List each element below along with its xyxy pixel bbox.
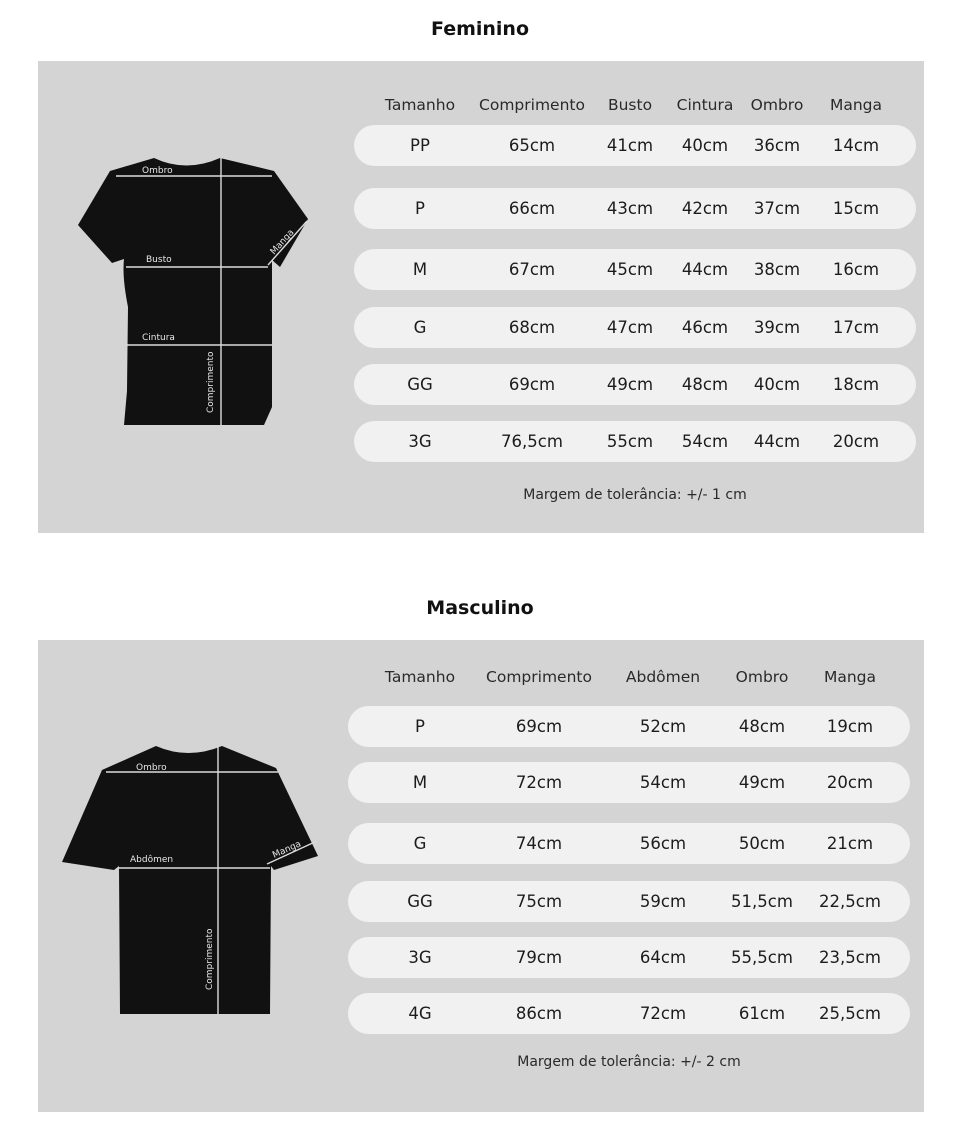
table-row: [348, 937, 910, 978]
cell-busto: 43cm: [606, 199, 654, 218]
masculino-header-abdomen: Abdômen: [625, 668, 701, 686]
cell-ombro: 49cm: [738, 773, 786, 792]
cell-cintura: 42cm: [681, 199, 729, 218]
cell-tamanho: 4G: [408, 1004, 432, 1023]
cell-ombro: 44cm: [753, 432, 801, 451]
cell-manga: 20cm: [832, 432, 880, 451]
masculino-header-tamanho: Tamanho: [384, 668, 456, 686]
masculino-tolerance-note: Margem de tolerância: +/- 2 cm: [517, 1054, 741, 1070]
cell-comprimento: 69cm: [515, 717, 563, 736]
cell-manga: 16cm: [832, 260, 880, 279]
feminino-label-manga: Manga: [268, 227, 297, 258]
cell-abdomen: 56cm: [639, 834, 687, 853]
cell-cintura: 48cm: [681, 375, 729, 394]
masculino-shirt-silhouette: [62, 746, 318, 1014]
table-row: [348, 706, 910, 747]
cell-busto: 49cm: [606, 375, 654, 394]
masculino-panel: [38, 640, 924, 1112]
masculino-shirt-diagram: [62, 744, 322, 1016]
feminino-tolerance-note: Margem de tolerância: +/- 1 cm: [523, 487, 747, 503]
cell-manga: 19cm: [826, 717, 874, 736]
cell-manga: 23,5cm: [819, 948, 881, 967]
cell-abdomen: 54cm: [639, 773, 687, 792]
cell-busto: 41cm: [606, 136, 654, 155]
table-row: [348, 823, 910, 864]
cell-cintura: 46cm: [681, 318, 729, 337]
table-row: [354, 188, 916, 229]
cell-tamanho: GG: [407, 375, 433, 394]
cell-ombro: 37cm: [753, 199, 801, 218]
cell-manga: 18cm: [832, 375, 880, 394]
cell-comprimento: 67cm: [508, 260, 556, 279]
cell-comprimento: 75cm: [515, 892, 563, 911]
cell-ombro: 36cm: [753, 136, 801, 155]
cell-ombro: 55,5cm: [731, 948, 793, 967]
cell-tamanho: PP: [410, 136, 430, 155]
feminino-header-tamanho: Tamanho: [384, 96, 456, 114]
table-row: [354, 307, 916, 348]
cell-manga: 21cm: [826, 834, 874, 853]
feminino-header-comprimento: Comprimento: [479, 96, 585, 114]
cell-comprimento: 86cm: [515, 1004, 563, 1023]
table-row: [354, 125, 916, 166]
table-row: [354, 421, 916, 462]
cell-tamanho: GG: [407, 892, 433, 911]
feminino-label-busto: Busto: [146, 255, 172, 265]
table-row: [348, 881, 910, 922]
cell-ombro: 39cm: [753, 318, 801, 337]
cell-abdomen: 59cm: [639, 892, 687, 911]
masculino-header-comprimento: Comprimento: [486, 668, 592, 686]
cell-comprimento: 76,5cm: [501, 432, 563, 451]
feminino-label-comprimento: Comprimento: [206, 351, 216, 413]
cell-tamanho: 3G: [408, 948, 432, 967]
cell-cintura: 44cm: [681, 260, 729, 279]
feminino-shirt-silhouette: [78, 158, 308, 425]
feminino-header-cintura: Cintura: [676, 96, 734, 114]
masculino-label-abdomen: Abdômen: [130, 855, 174, 865]
masculino-label-ombro: Ombro: [136, 763, 167, 773]
cell-busto: 45cm: [606, 260, 654, 279]
feminino-header-manga: Manga: [829, 96, 883, 114]
cell-cintura: 54cm: [681, 432, 729, 451]
cell-manga: 15cm: [832, 199, 880, 218]
masculino-header-ombro: Ombro: [735, 668, 789, 686]
cell-ombro: 61cm: [738, 1004, 786, 1023]
cell-ombro: 40cm: [753, 375, 801, 394]
cell-manga: 25,5cm: [819, 1004, 881, 1023]
cell-cintura: 40cm: [681, 136, 729, 155]
cell-comprimento: 68cm: [508, 318, 556, 337]
feminino-header-ombro: Ombro: [750, 96, 804, 114]
cell-tamanho: G: [413, 834, 427, 853]
feminino-label-cintura: Cintura: [142, 333, 175, 343]
feminino-title: Feminino: [430, 18, 530, 40]
cell-tamanho: M: [412, 260, 428, 279]
cell-tamanho: M: [412, 773, 428, 792]
cell-comprimento: 66cm: [508, 199, 556, 218]
feminino-label-ombro: Ombro: [142, 166, 173, 176]
cell-abdomen: 64cm: [639, 948, 687, 967]
masculino-title: Masculino: [426, 597, 534, 619]
cell-comprimento: 72cm: [515, 773, 563, 792]
feminino-panel: [38, 61, 924, 533]
cell-tamanho: 3G: [408, 432, 432, 451]
masculino-label-manga: Manga: [271, 839, 303, 861]
cell-busto: 47cm: [606, 318, 654, 337]
cell-comprimento: 74cm: [515, 834, 563, 853]
cell-ombro: 38cm: [753, 260, 801, 279]
feminino-header-busto: Busto: [607, 96, 653, 114]
cell-ombro: 51,5cm: [731, 892, 793, 911]
masculino-header-manga: Manga: [823, 668, 877, 686]
cell-manga: 17cm: [832, 318, 880, 337]
cell-manga: 14cm: [832, 136, 880, 155]
cell-abdomen: 72cm: [639, 1004, 687, 1023]
table-row: [354, 364, 916, 405]
cell-tamanho: P: [415, 717, 425, 736]
feminino-shirt-diagram: [76, 155, 316, 427]
cell-comprimento: 79cm: [515, 948, 563, 967]
table-row: [348, 762, 910, 803]
cell-abdomen: 52cm: [639, 717, 687, 736]
cell-manga: 22,5cm: [819, 892, 881, 911]
masculino-label-comprimento: Comprimento: [205, 928, 215, 990]
cell-tamanho: P: [415, 199, 425, 218]
cell-manga: 20cm: [826, 773, 874, 792]
cell-ombro: 48cm: [738, 717, 786, 736]
cell-ombro: 50cm: [738, 834, 786, 853]
cell-comprimento: 69cm: [508, 375, 556, 394]
cell-busto: 55cm: [606, 432, 654, 451]
table-row: [354, 249, 916, 290]
cell-comprimento: 65cm: [508, 136, 556, 155]
cell-tamanho: G: [413, 318, 427, 337]
table-row: [348, 993, 910, 1034]
